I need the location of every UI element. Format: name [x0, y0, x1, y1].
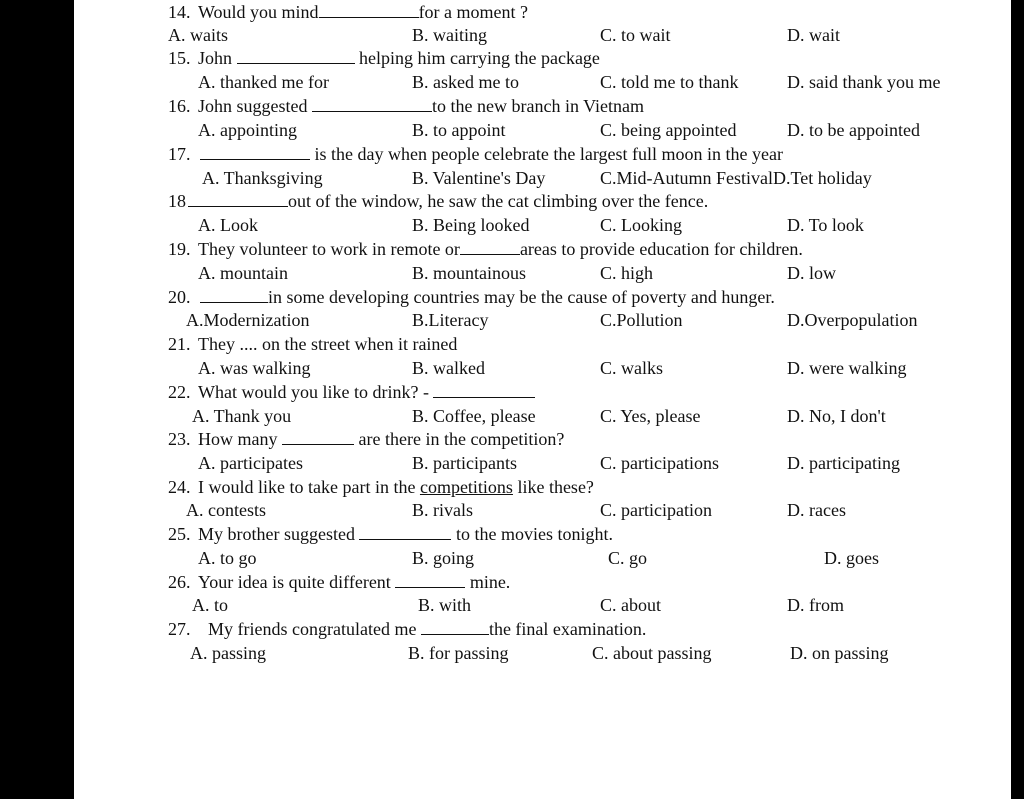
- option-b: B. Coffee, please: [412, 406, 536, 426]
- question-18: [74, 190, 1011, 213]
- question-stem: John suggested to the new branch in Vietnam: [198, 96, 645, 116]
- question-stem: I would like to take part in the competitions like these?: [198, 477, 594, 497]
- question-23: [74, 428, 1011, 451]
- options-26: [74, 594, 1011, 617]
- question-number: 19.: [168, 239, 191, 259]
- options-16: [74, 119, 1011, 142]
- options-25: [74, 547, 1011, 570]
- option-b: B. participants: [412, 453, 517, 473]
- question-25: [74, 523, 1011, 546]
- option-d: D. low: [787, 263, 836, 283]
- option-d: D. wait: [787, 25, 840, 45]
- answer-blank: [421, 618, 489, 635]
- option-a: A. participates: [198, 453, 303, 473]
- option-b: B. walked: [412, 358, 485, 378]
- question-stem: My friends congratulated me the final examination.: [208, 619, 647, 639]
- option-a: A. thanked me for: [198, 72, 329, 92]
- option-a: A. Thank you: [192, 406, 292, 426]
- question-21: [74, 333, 1011, 356]
- option-d: D. participating: [787, 453, 900, 473]
- options-23: [74, 452, 1011, 475]
- answer-blank: [395, 571, 465, 588]
- option-b: B. Being looked: [412, 215, 530, 235]
- option-b: B. to appoint: [412, 120, 506, 140]
- option-d: D. on passing: [790, 643, 889, 663]
- answer-blank: [282, 428, 354, 445]
- options-19: [74, 262, 1011, 285]
- option-c: C.Pollution: [600, 310, 683, 330]
- question-stem: Your idea is quite different mine.: [198, 572, 511, 592]
- options-20: [74, 309, 1011, 332]
- option-a: A. Look: [198, 215, 258, 235]
- option-c: C. Yes, please: [600, 406, 701, 426]
- question-17: [74, 143, 1011, 166]
- answer-blank: [319, 1, 419, 18]
- option-d: D. were walking: [787, 358, 907, 378]
- question-stem: is the day when people celebrate the largest full moon in the year: [200, 143, 783, 166]
- question-stem: How many are there in the competition?: [198, 429, 565, 449]
- option-c: C. about passing: [592, 643, 712, 663]
- option-d: D. said thank you me: [787, 72, 941, 92]
- question-16: [74, 95, 1011, 118]
- options-17: [74, 167, 1011, 190]
- question-number: 17.: [168, 144, 191, 164]
- option-a: A. contests: [186, 500, 266, 520]
- options-15: [74, 71, 1011, 94]
- options-21: [74, 357, 1011, 380]
- question-15: [74, 47, 1011, 70]
- question-number: 24.: [168, 477, 191, 497]
- question-number: 25.: [168, 524, 191, 544]
- options-22: [74, 405, 1011, 428]
- question-stem: Would you mind for a moment ?: [198, 2, 529, 22]
- question-stem: out of the window, he saw the cat climbing over the fence.: [188, 190, 708, 213]
- options-18: [74, 214, 1011, 237]
- option-a: A. was walking: [198, 358, 311, 378]
- question-27: [74, 618, 1011, 641]
- option-b: B. for passing: [408, 643, 509, 663]
- option-d: D. from: [787, 595, 844, 615]
- option-a: A. Thanksgiving: [202, 168, 323, 188]
- question-stem: John helping him carrying the package: [198, 48, 600, 68]
- option-b: B. with: [418, 595, 472, 615]
- option-c: C. high: [600, 263, 654, 283]
- option-a: A. to: [192, 595, 228, 615]
- question-number: 18: [168, 191, 186, 211]
- option-b: B. asked me to: [412, 72, 519, 92]
- option-b: B. rivals: [412, 500, 473, 520]
- question-14: [74, 1, 1011, 24]
- option-d: D. To look: [787, 215, 864, 235]
- options-14: [74, 24, 1011, 47]
- option-b: B.Literacy: [412, 310, 489, 330]
- option-b: B. going: [412, 548, 475, 568]
- option-d: D. goes: [824, 548, 879, 568]
- option-a: A. passing: [190, 643, 266, 663]
- option-a: A.Modernization: [186, 310, 310, 330]
- option-b: B. mountainous: [412, 263, 527, 283]
- answer-blank: [200, 286, 268, 303]
- question-stem: They volunteer to work in remote or areas to provide education for children.: [198, 239, 803, 259]
- option-a: A. appointing: [198, 120, 297, 140]
- option-d: D.Overpopulation: [787, 310, 918, 330]
- question-number: 22.: [168, 382, 191, 402]
- option-c: C. go: [608, 548, 648, 568]
- option-d: D. to be appointed: [787, 120, 920, 140]
- question-26: [74, 571, 1011, 594]
- answer-blank: [188, 190, 288, 207]
- question-number: 15.: [168, 48, 191, 68]
- question-number: 20.: [168, 287, 191, 307]
- option-c: C. participations: [600, 453, 719, 473]
- answer-blank: [312, 95, 432, 112]
- question-number: 16.: [168, 96, 191, 116]
- question-number: 21.: [168, 334, 191, 354]
- answer-blank: [433, 381, 535, 398]
- question-number: 26.: [168, 572, 191, 592]
- question-stem: in some developing countries may be the cause of poverty and hunger.: [200, 286, 775, 309]
- question-24: [74, 476, 1011, 499]
- option-d: D. No, I don't: [787, 406, 886, 426]
- answer-blank: [359, 523, 451, 540]
- option-cd: C.Mid-Autumn FestivalD.Tet holiday: [600, 168, 872, 188]
- option-c: C. told me to thank: [600, 72, 739, 92]
- question-stem: My brother suggested to the movies tonight.: [198, 524, 613, 544]
- question-stem: They .... on the street when it rained: [198, 334, 458, 354]
- answer-blank: [460, 238, 520, 255]
- question-stem: What would you like to drink? -: [198, 381, 535, 404]
- options-27: [74, 642, 1011, 665]
- answer-blank: [237, 47, 355, 64]
- question-22: [74, 381, 1011, 404]
- question-number: 27.: [168, 619, 191, 639]
- option-b: B. Valentine's Day: [412, 168, 546, 188]
- underlined-word: competitions: [419, 477, 513, 497]
- answer-blank: [200, 143, 310, 160]
- question-19: [74, 238, 1011, 261]
- option-a: A. mountain: [198, 263, 288, 283]
- question-20: [74, 286, 1011, 309]
- question-number: 23.: [168, 429, 191, 449]
- option-c: C. being appointed: [600, 120, 737, 140]
- option-d: D. races: [787, 500, 846, 520]
- option-c: C. participation: [600, 500, 712, 520]
- option-a: A. to go: [198, 548, 257, 568]
- option-c: C. walks: [600, 358, 663, 378]
- option-a: A. waits: [168, 25, 228, 45]
- worksheet-page: [74, 0, 1011, 799]
- options-24: [74, 499, 1011, 522]
- option-b: B. waiting: [412, 25, 487, 45]
- option-c: C. to wait: [600, 25, 671, 45]
- option-c: C. about: [600, 595, 661, 615]
- option-c: C. Looking: [600, 215, 683, 235]
- question-number: 14.: [168, 2, 191, 22]
